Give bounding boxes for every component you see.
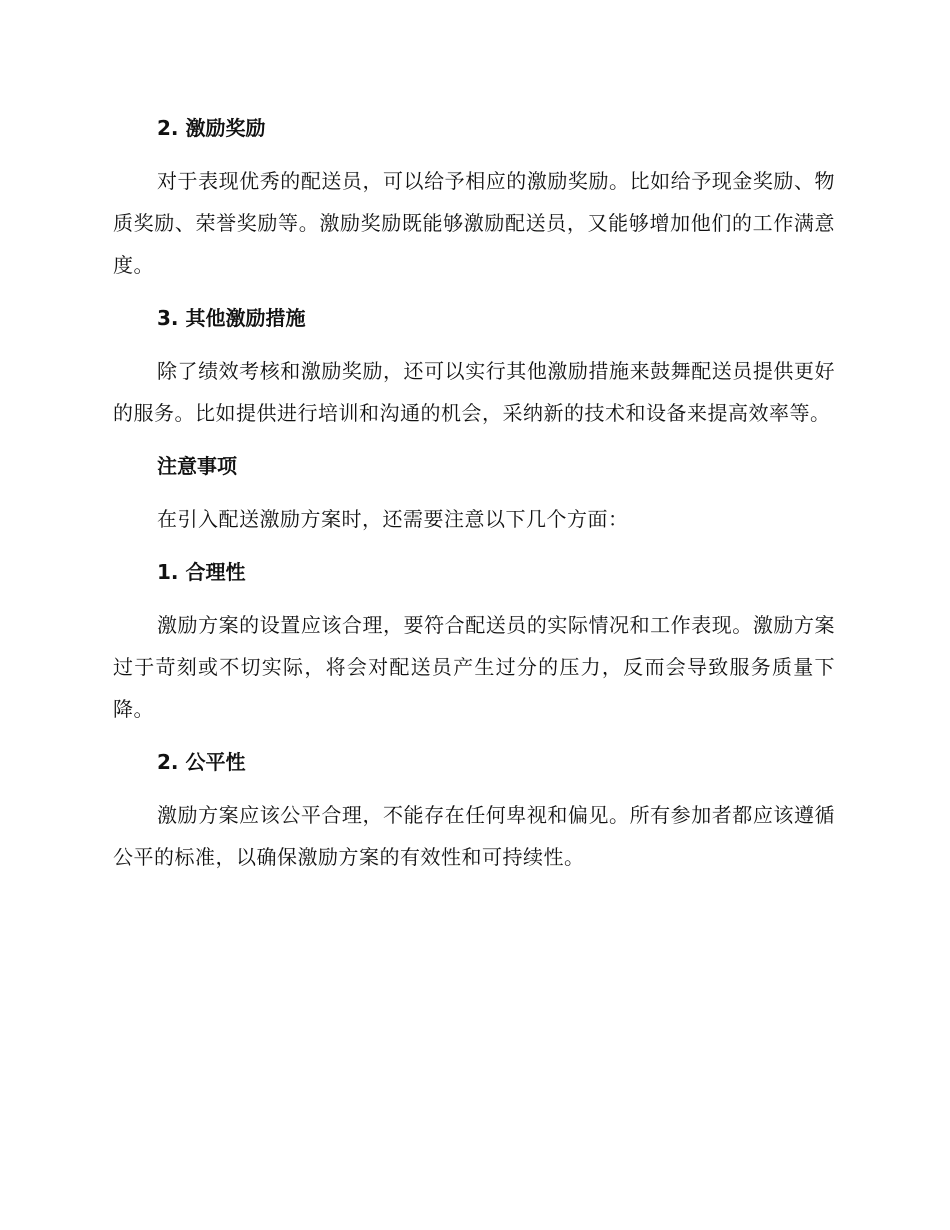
section-heading-notes: 注意事项 <box>157 454 237 478</box>
paragraph-fairness: 激励方案应该公平合理，不能存在任何卑视和偏见。所有参加者都应该遵循公平的标准，以确保激励方案的有效性和可持续性。 <box>113 803 835 869</box>
section-heading-rationality: 1. 合理性 <box>157 560 246 584</box>
paragraph-notes-intro: 在引入配送激励方案时，还需要注意以下几个方面： <box>157 507 629 531</box>
section-heading-fairness: 2. 公平性 <box>157 750 246 774</box>
section-heading-other-measures: 3. 其他激励措施 <box>157 306 306 330</box>
paragraph-rationality: 激励方案的设置应该合理，要符合配送员的实际情况和工作表现。激励方案过于苛刻或不切实际，将会对配送员产生过分的压力，反而会导致服务质量下降。 <box>113 613 835 721</box>
section-heading-incentive-rewards: 2. 激励奖励 <box>157 116 266 140</box>
paragraph-incentive-rewards: 对于表现优秀的配送员，可以给予相应的激励奖励。比如给予现金奖励、物质奖励、荣誉奖励等。激励奖励既能够激励配送员，又能够增加他们的工作满意度。 <box>113 169 835 277</box>
paragraph-other-measures: 除了绩效考核和激励奖励，还可以实行其他激励措施来鼓舞配送员提供更好的服务。比如提供进行培训和沟通的机会，采纳新的技术和设备来提高效率等。 <box>113 359 835 425</box>
